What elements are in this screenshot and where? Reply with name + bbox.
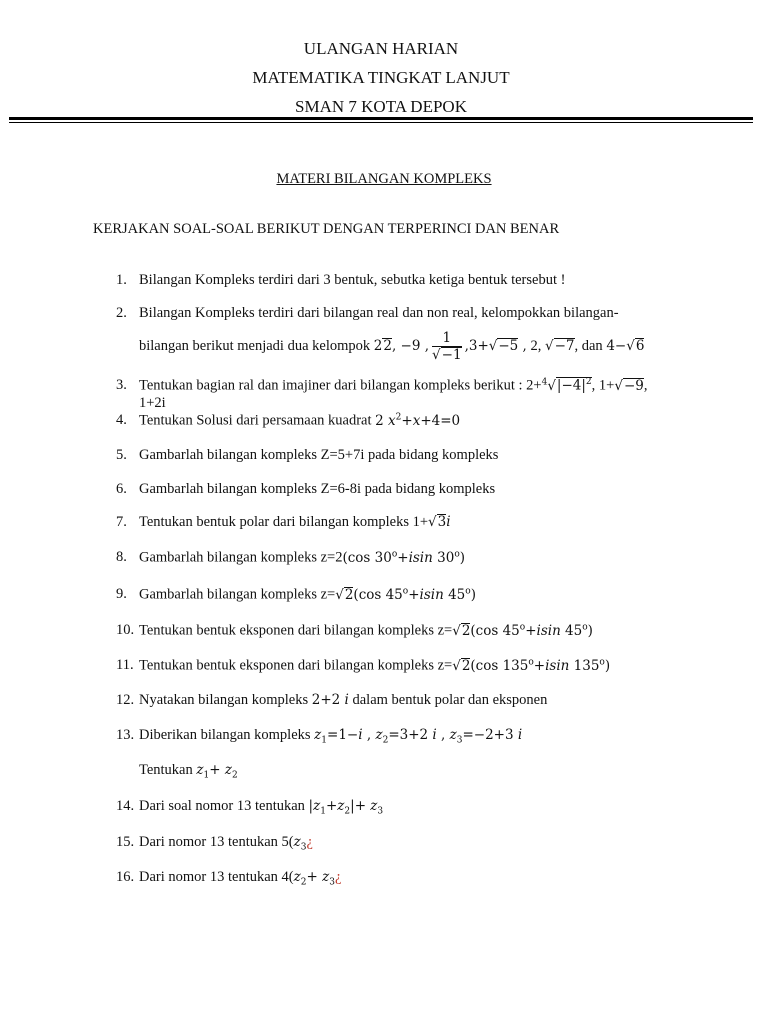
question-text-cont: Tentukan $z_1+ z_2$ <box>139 762 238 781</box>
question-number: 10. <box>116 622 135 638</box>
question-text: Tentukan bentuk polar dari bilangan kompleks 1+√3i <box>139 514 451 530</box>
question-text: Tentukan bagian ral dan imajiner dari bilangan kompleks berikut : $2+^4√|-4|^2$, 1+√−9, <box>139 377 648 394</box>
question-number: 16. <box>116 869 135 885</box>
question-text-cont: 1+2i <box>139 395 166 411</box>
question-number: 15. <box>116 834 135 850</box>
question-number: 12. <box>116 692 135 708</box>
question-number: 11. <box>116 657 134 673</box>
question-text: Gambarlah bilangan kompleks z=√2(cos $45^o+isin$ 45$^o$) <box>139 586 476 603</box>
header-rule-thin <box>9 122 753 123</box>
question-text: Gambarlah bilangan kompleks Z=5+7i pada bidang kompleks <box>139 447 499 463</box>
question-text: Tentukan bentuk eksponen dari bilangan kompleks z=√2(cos $135^o+isin$ 135$^o$) <box>139 657 611 674</box>
question-number: 4. <box>116 412 127 428</box>
question-text: Bilangan Kompleks terdiri dari bilangan real dan non real, kelompokkan bilangan- <box>139 305 619 321</box>
question-text-cont: bilangan berikut menjadi dua kelompok 22, −9 , $\frac{1}{√-1}$ ,3+√−5 , 2, √−7, dan 4−√6 <box>139 330 645 363</box>
question-number: 3. <box>116 377 127 393</box>
question-text: Dari nomor 13 tentukan $4(z_2+$ $z_3¿$ <box>139 869 342 888</box>
question-text: Diberikan bilangan kompleks $z_1=1-i$ , $z_2=3+2$ i , $z_3=-2+3$ i <box>139 727 523 746</box>
header-rule-thick <box>9 117 753 120</box>
materi-title: MATERI BILANGAN KOMPLEKS <box>276 171 492 187</box>
question-number: 1. <box>116 272 127 288</box>
question-text: Dari soal nomor 13 tentukan $|z_1+z_2|+ z_3$ <box>139 798 384 817</box>
question-text: Gambarlah bilangan kompleks Z=6-8i pada bidang kompleks <box>139 481 496 497</box>
question-text: Tentukan bentuk eksponen dari bilangan kompleks z=√2(cos $45^o+isin$ 45$^o$) <box>139 622 593 639</box>
question-text: Nyatakan bilangan kompleks 2+2 i dalam bentuk polar dan eksponen <box>139 692 548 708</box>
question-number: 8. <box>116 549 127 565</box>
question-number: 2. <box>116 305 127 321</box>
instruction: KERJAKAN SOAL-SOAL BERIKUT DENGAN TERPERINCI DAN BENAR <box>93 221 560 237</box>
question-number: 9. <box>116 586 127 602</box>
question-text: Bilangan Kompleks terdiri dari 3 bentuk, sebutka ketiga bentuk tersebut ! <box>139 272 566 288</box>
header-line-1: ULANGAN HARIAN <box>303 39 459 58</box>
question-number: 6. <box>116 481 127 497</box>
question-text: Gambarlah bilangan kompleks z=2(cos $30^o+isin$ 30$^o$) <box>139 549 466 566</box>
question-text: Dari nomor 13 tentukan $5(z_3¿$ <box>139 834 313 853</box>
header-line-2: MATEMATIKA TINGKAT LANJUT <box>252 68 510 87</box>
question-text: Tentukan Solusi dari persamaan kuadrat 2 $x^2+x+4=0$ <box>139 412 461 429</box>
question-number: 13. <box>116 727 135 743</box>
header-line-3: SMAN 7 KOTA DEPOK <box>295 97 467 116</box>
question-number: 5. <box>116 447 127 463</box>
question-number: 7. <box>116 514 127 530</box>
question-number: 14. <box>116 798 135 814</box>
